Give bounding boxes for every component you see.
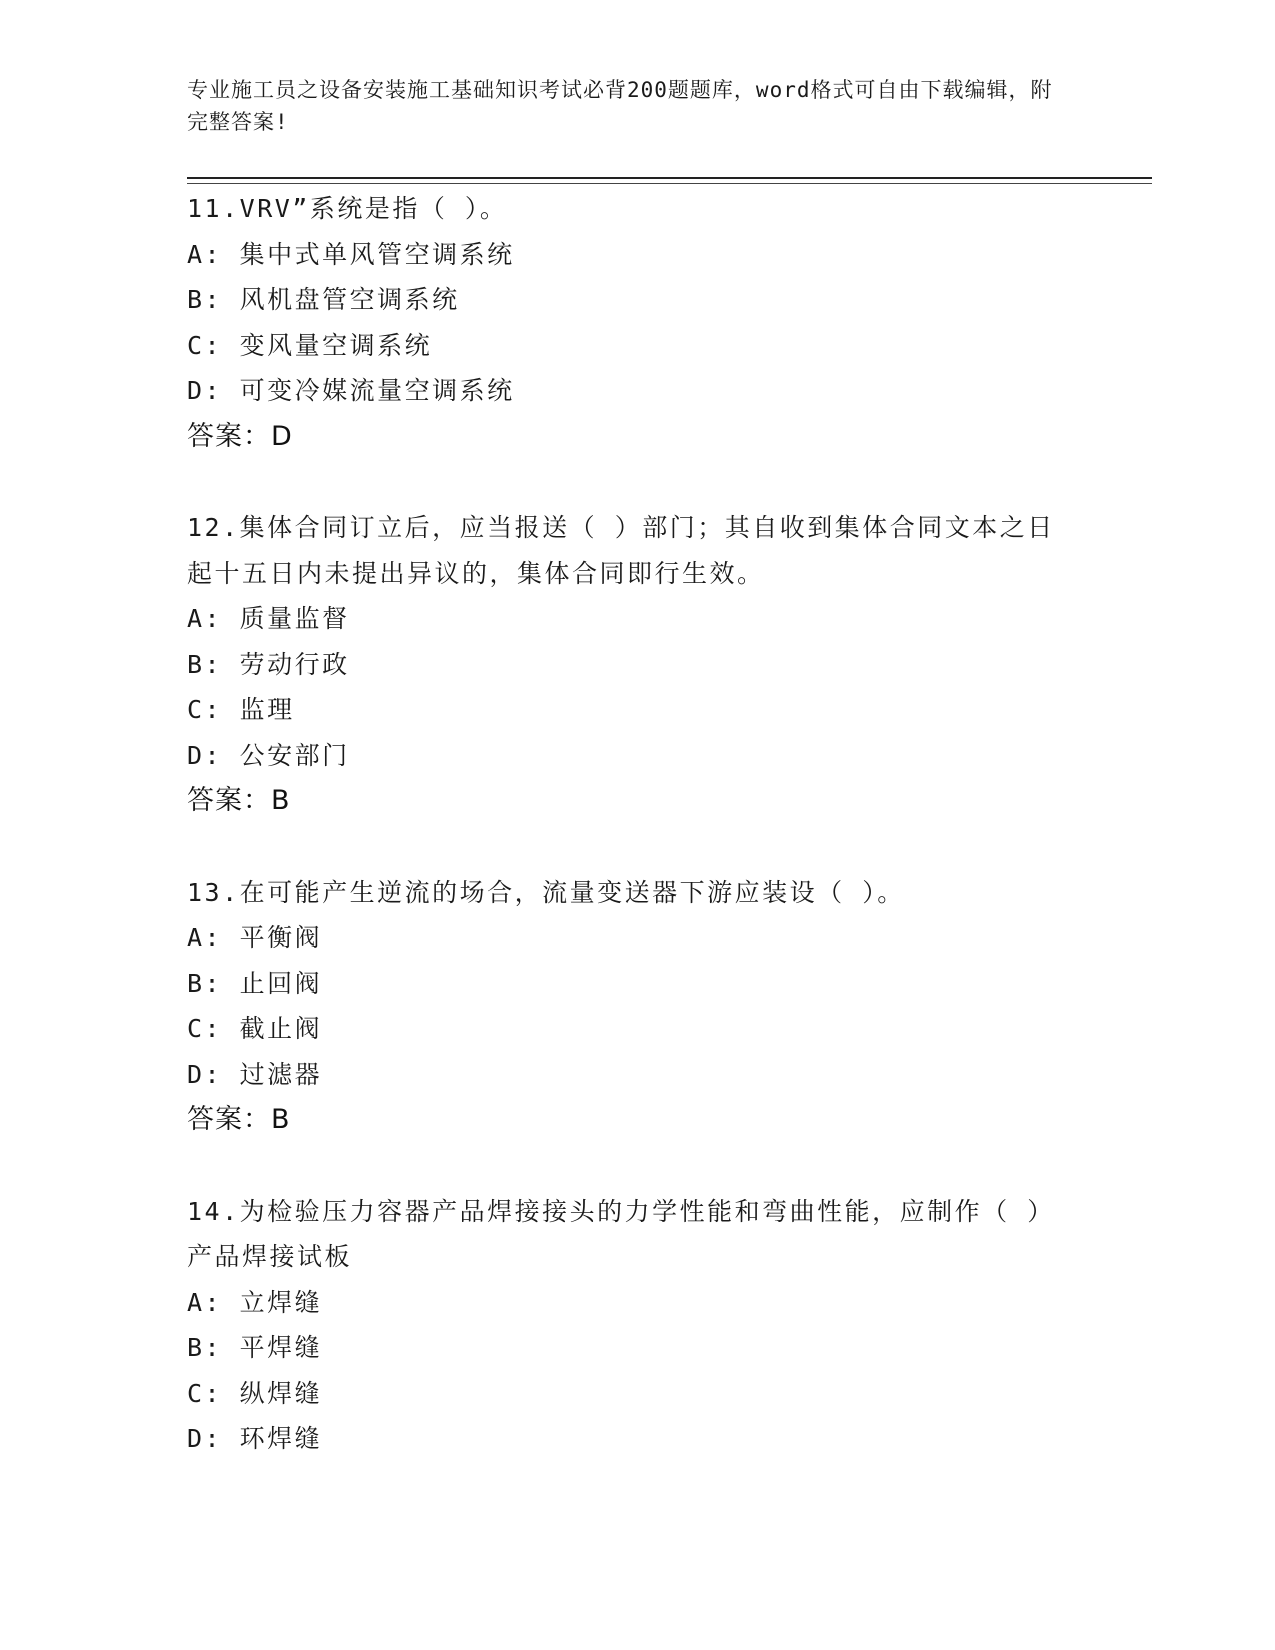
option-b: B: 平焊缝 [187,1333,323,1362]
answer-text: 答案：B [187,1104,291,1135]
option-c: C: 变风量空调系统 [187,330,433,360]
option-b: B: 风机盘管空调系统 [187,285,460,314]
question-text: 13.在可能产生逆流的场合，流量变送器下游应装设（ ）。 [187,877,905,907]
question-14 [187,1189,1067,1462]
answer-text: 答案：B [187,785,291,816]
option-c: C: 截止阀 [187,1014,323,1043]
option-b: B: 止回阀 [187,968,323,998]
question-text: 11.VRV”系统是指（ ）。 [187,194,508,223]
question-13 [187,870,1067,1143]
document-header: 专业施工员之设备安装施工基础知识考试必背200题题库，word格式可自由下载编辑，附完整答案! [187,78,1053,134]
question-spacer [187,1143,1067,1189]
question-11 [187,186,1067,459]
option-a: A: 立焊缝 [187,1287,323,1317]
option-c: C: 监理 [187,695,295,724]
option-d: D: 可变冷媒流量空调系统 [187,376,515,405]
option-a: A: 集中式单风管空调系统 [187,239,515,269]
question-12 [187,505,1067,824]
question-text: 12.集体合同订立后，应当报送（ ）部门；其自收到集体合同文本之日起十五日内未提出异议的，集体合同即行生效。 [187,513,1055,588]
option-d: D: 过滤器 [187,1059,323,1089]
answer-text: 答案：D [187,420,293,452]
header-divider-thin [187,183,1152,184]
question-list [187,186,1067,1462]
option-a: A: 质量监督 [187,604,350,633]
question-spacer [187,459,1067,505]
question-text: 14.为检验压力容器产品焊接接头的力学性能和弯曲性能，应制作（ ）产品焊接试板 [187,1196,1055,1271]
option-b: B: 劳动行政 [187,649,350,679]
option-a: A: 平衡阀 [187,923,323,952]
question-spacer [187,824,1067,870]
option-c: C: 纵焊缝 [187,1378,323,1408]
option-d: D: 环焊缝 [187,1424,323,1453]
header-divider-thick [187,177,1152,179]
option-d: D: 公安部门 [187,740,350,770]
